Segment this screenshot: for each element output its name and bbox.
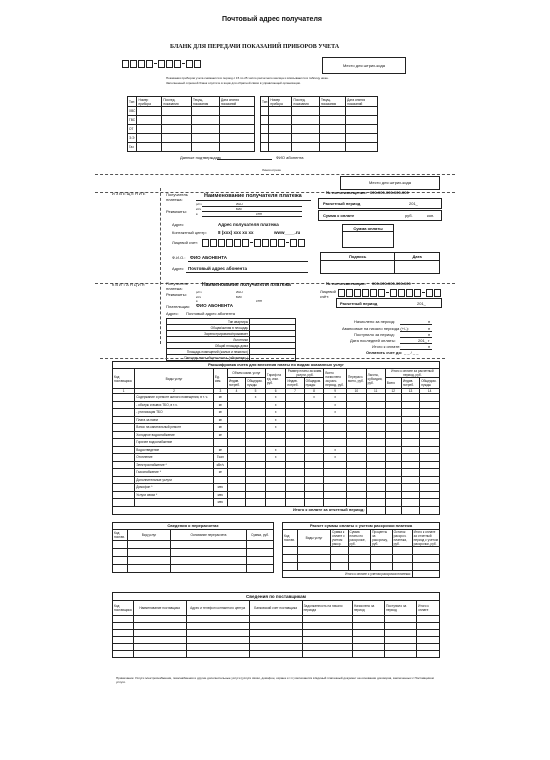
calc-col-number: 3 [213,389,227,394]
receipt-requisites-label: Реквизиты: [166,292,187,297]
calc-col-number: 14 [420,389,440,394]
meter-table-header [128,97,255,107]
meter-row[interactable] [261,107,378,116]
cut-line [95,174,455,175]
fio-label: Ф.И.О.: [172,255,186,260]
paid-amount-box[interactable]: Сумма оплаты [342,224,394,248]
calc-unit: м³ [213,431,227,439]
calc-col-number: 7 [286,389,304,394]
calc-service-name: - обслуж и вывоз ТБО, в т.ч. [135,401,214,409]
notice-no-value: 000-000-000-000-000 [370,190,409,195]
calc-header-row: Код поставщика Виды услуг Ед. изм. Объем комм. услуг Тариф на ед. изм. руб. Размер платы за комм. услуги, руб. Всего начислено за расч. период, руб. Перерасч. всего, руб. Льготы, субсидии, руб. Итого к оплате за расчетный период, руб. [113,369,440,378]
calc-mark: х [324,401,347,409]
calculation-table [112,361,440,515]
recipient-value: Наименование получателя платежа [204,193,302,199]
supplier-row[interactable] [113,616,440,623]
address-label: Адрес [172,222,184,227]
calc-unit: Гкал [213,454,227,462]
installment-table: Расчет суммы оплаты с учетом рассрочки платежа Код постав. Виды услуг Сумма к оплате с учетом расср. Сумма платы по рассрочке, руб. Проценты за рассрочку, руб. Остаток рассроч. платежа, руб. Итого к оплате за отчетный период с учетом рассрочки, руб. Итого к оплате с учетом рассрочки платежа: [284,523,438,576]
calc-unit: м² [213,394,227,402]
calc-row[interactable] [113,454,440,462]
calc-row[interactable] [113,476,440,484]
supplier-row[interactable] [113,623,440,630]
footnote: Примечание: Услуги электроснабжения, газоснабжения и другие дополнительные услуги (услуги связи, домофон, охрана и т.п.) включаются в Единый платежный документ на основании договоров, заключенных с Поставщиком услуги. [116,676,434,684]
calc-service-name: - утилизация ТБО [135,409,214,417]
receipt-recipient-value: Наименование получателя платежа [202,282,291,288]
receipt-no-label: № счета-квитанции: [326,281,366,286]
calc-mark: х [265,409,285,417]
meter-table-header: Тип Номер прибора Послед. показания Текущ. показания Дата снятия показаний [261,97,378,107]
meter-row[interactable] [261,125,378,134]
meter-row[interactable]: ОТ [128,125,255,134]
subscriber-fio-label: ФИО абонента [276,155,304,160]
note-2: Заполненный отрезной бланк опустите в ящик для обратной связи в управляющей организации. [166,81,301,85]
signature-label: Подпись [321,253,395,261]
calc-unit: м³ [213,469,227,477]
notice-side-label: ИЗВЕЩЕНИЕ [112,191,147,196]
supplier-row[interactable] [113,630,440,637]
calc-mark: х [246,394,266,402]
calc-col-number: 1 [113,389,135,394]
meter-row[interactable] [261,134,378,143]
cut-line-label: Линия отреза [262,168,281,172]
contact-label: Контактный центр: [172,230,207,235]
calc-service-name: Содержание и ремонт жилого помещения, в т. ч. [135,394,214,402]
date-field[interactable] [395,261,440,274]
payer-label: Плательщик: [166,304,191,309]
meter-row[interactable] [261,143,378,152]
meter-row[interactable]: Э.Э [128,134,255,143]
meter-readings-table-2 [260,96,378,152]
vertical-cut [160,188,161,344]
calc-mark: х [324,454,347,462]
calc-service-name: Услуги связи * [135,491,214,499]
calc-mark: х [265,394,285,402]
requisites-label: Реквизиты: [166,209,187,214]
meter-col-prev: Послед. показания [162,97,192,107]
calc-unit [213,439,227,447]
account-label: Лицевой счет: [172,240,199,245]
form-title: БЛАНК ДЛЯ ПЕРЕДАЧИ ПОКАЗАНИЙ ПРИБОРОВ УЧЕТА [170,44,340,50]
calc-service-name: Дополнительные услуги [135,476,214,484]
receipt-no-value: 000-000-000-000-000 [372,281,411,286]
calc-mark: х [324,409,347,417]
meter-readings-table [127,96,255,152]
calc-mark: х [265,454,285,462]
calc-col-number: 8 [304,389,324,394]
meter-col-number: Номер прибора [137,97,162,107]
calc-total-row [113,506,440,514]
calc-row[interactable] [113,446,440,454]
confirm-label: Данные подтверждаю [180,155,221,160]
calc-service-name: Электроснабжение * [135,461,214,469]
receipt-account-label: Лицевой счёт: [320,289,336,299]
installment-row[interactable] [283,547,440,555]
payer-value: ФИО АБОНЕНТА [196,303,234,308]
calc-unit: м² [213,416,227,424]
calc-row[interactable] [113,491,440,499]
calc-unit: м² [213,409,227,417]
calc-unit: кВт/ч [213,461,227,469]
calc-service-name: Отопление [135,454,214,462]
calc-unit: м² [213,424,227,432]
meter-col-current: Текущ. показания [192,97,220,107]
supplier-row[interactable] [113,644,440,651]
receipt-account-cells[interactable] [338,289,441,297]
meter-row[interactable] [261,116,378,125]
calc-col-number: 13 [401,389,419,394]
calc-row[interactable] [113,439,440,447]
personal-account-cells[interactable] [202,239,305,247]
calc-row[interactable] [113,416,440,424]
calc-mark: х [265,416,285,424]
recalc-row[interactable] [113,557,274,565]
recalc-row[interactable] [113,549,274,557]
calc-mark: х [265,446,285,454]
calc-total-label: Итого к оплате за отчетный период: [113,506,367,514]
meter-col-type: Тип [128,97,137,107]
recipient-label: Получатель платежа: [166,192,188,202]
calc-mark: х [304,394,324,402]
barcode-placeholder-2: Место для штрих-кода [340,176,440,190]
calc-col-number: 12 [385,389,401,394]
calc-row[interactable] [113,499,440,507]
calc-service-name: Холодное водоснабжение [135,431,214,439]
calc-col-number: 4 [227,389,245,394]
calc-unit: мес [213,484,227,492]
calc-row[interactable] [113,424,440,432]
address-value: Адрес получателя платежа [218,222,279,227]
installment-row[interactable] [283,563,440,571]
recalc-row[interactable] [113,541,274,549]
notice-no-label: № счета-извещения: [326,190,367,195]
supplier-row[interactable] [113,651,440,658]
contact-value: 8 (ххх) ххх хх хх [218,230,254,235]
calc-row[interactable] [113,461,440,469]
barcode-placeholder: Место для штрих-кода [322,57,406,74]
calc-unit: мес [213,499,227,507]
calc-row[interactable] [113,469,440,477]
calc-col-number: 5 [246,389,266,394]
calc-mark: х [265,401,285,409]
calc-row[interactable] [113,401,440,409]
date-label: Дата [395,253,440,261]
calc-unit [213,476,227,484]
apartment-info-table: Тип квартиры Общая/жилая в площадь Зарегистрировано/проживает Льготники Общий площадь дома Площадь помещений (жилых и нежилых) Площадь мест общего польз. (общеимущ.) [166,318,296,361]
calc-row[interactable] [113,484,440,492]
calc-service-name: Газоснабжение * [135,469,214,477]
calc-mark: х [324,446,347,454]
meter-row[interactable]: ХВС [128,107,255,116]
calc-unit: м³ [213,446,227,454]
suppliers-table: Сведения по поставщикам Код поставщика Наименование поставщика Адрес и телефон контактного центра Банковский счет поставщика Задолженность на начало периода Начислено за период Поступило за период Итого к оплате [112,592,440,658]
subscriber-address-label: Адрес [172,266,184,271]
calc-service-name: Горячее водоснабжение [135,439,214,447]
meter-row[interactable]: ГВС [128,116,255,125]
receipt-period-box: Расчетный период 201_ [336,298,442,308]
calc-service-name: Водоотведение [135,446,214,454]
calc-service-name: Домофон * [135,484,214,492]
signature-field[interactable] [321,261,395,274]
calc-title-row: Расшифровка счета для внесения платы по видам оказанных услуг [113,362,440,369]
period-box: Расчетный период 201_ [318,198,442,209]
calc-col-number: 9 [324,389,347,394]
calc-subheader-row: Индив. потреб. Общедом. нужды Индив. потреб. Общедом. нужды Всего Индив. потреб. Общедом. нужды [113,378,440,389]
calc-service-name [135,499,214,507]
calc-col-number: 10 [347,389,367,394]
calc-row[interactable] [113,409,440,417]
sum-box: Сумма к оплате руб. коп. [318,210,442,221]
calc-row[interactable] [113,431,440,439]
calc-unit: мес [213,491,227,499]
calc-service-name: Взнос на капитальный ремонт [135,424,214,432]
supplier-row[interactable] [113,637,440,644]
subscriber-address-value: Почтовый адрес абонента [188,266,247,271]
receipt-address-value: Почтовый адрес абонента [186,311,235,316]
installment-row[interactable] [283,555,440,563]
fio-value: ФИО АБОНЕНТА [190,255,228,260]
meter-row[interactable]: Газ [128,143,255,152]
account-cells [122,60,201,68]
recalc-row[interactable] [113,565,274,573]
meter-col-date: Дата снятия показаний [219,97,254,107]
calc-col-number: 6 [265,389,285,394]
calc-unit: м² [213,401,227,409]
site-value: www____.ru [274,230,301,235]
calc-col-number: 11 [366,389,385,394]
receipt-address-label: Адрес: [166,311,179,316]
recalc-table: Сведения о перерасчетах Код постав. Вид услуг Основание перерасчета Сумма, руб. [112,522,274,573]
receipt-side-label: КВИТАНЦИЯ [112,282,146,287]
calc-mark: х [265,424,285,432]
note-1: Показания приборов учета снимаются в период с 15 по 25 число расчетного месяца и вписываются в таблицу ниже. [166,76,329,80]
postal-address-title: Почтовый адрес получателя [222,16,322,23]
calc-row[interactable] [113,394,440,402]
calc-service-name: Плата за наем [135,416,214,424]
calc-mark: х [324,394,347,402]
signature-table [320,252,440,274]
calc-col-number: 2 [135,389,214,394]
receipt-recipient-label: Получатель платежа: [166,281,188,291]
